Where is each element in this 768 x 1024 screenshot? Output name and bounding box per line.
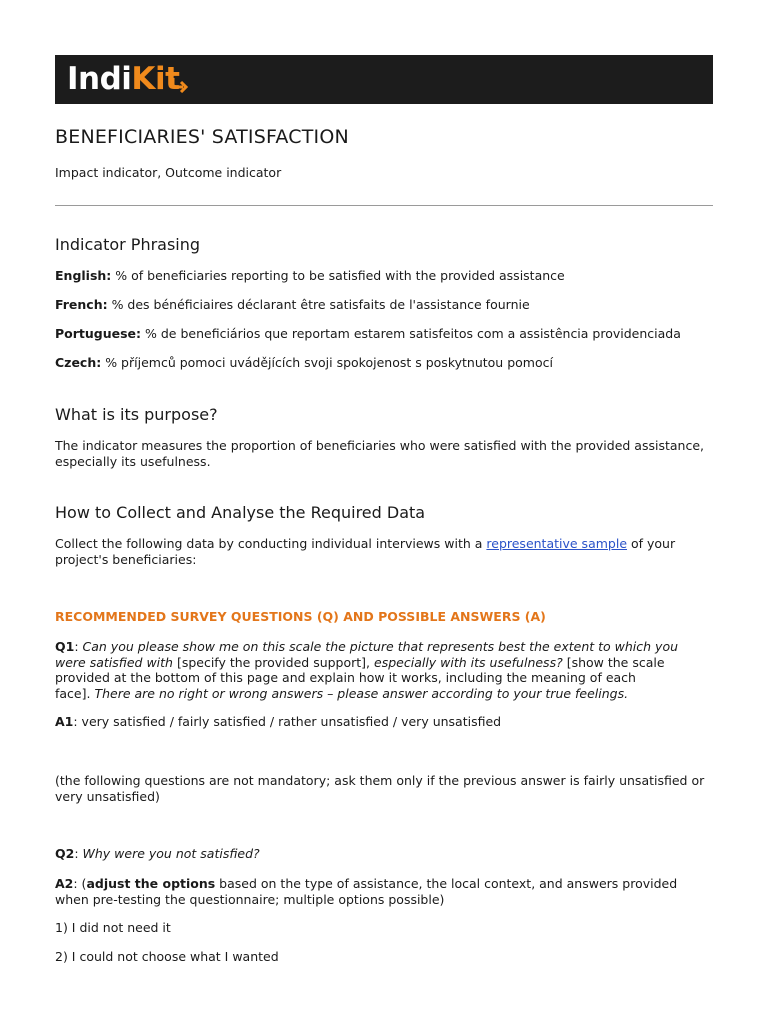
phrasing-heading: Indicator Phrasing [55, 235, 201, 254]
phrasing-english [55, 268, 715, 284]
a1-label: A1 [55, 714, 74, 729]
page-title: BENEFICIARIES' SATISFACTION [55, 126, 349, 148]
answer-option-2: 2) I could not choose what I wanted [55, 949, 279, 964]
lang-label: Portuguese: [55, 326, 142, 341]
note-line: (the following questions are not mandatory; ask them only if the previous answer is fairly unsatisfied or [55, 773, 705, 788]
q2-sep: : [74, 846, 83, 861]
collect-heading: How to Collect and Analyse the Required Data [55, 503, 426, 522]
divider [55, 205, 713, 206]
a2-text: : ( [73, 876, 87, 891]
answer-2 [55, 876, 715, 907]
a2-line [55, 876, 715, 892]
logo-arrow-icon [171, 75, 189, 93]
representative-sample-link[interactable]: representative sample [486, 536, 628, 551]
indicator-type: Impact indicator, Outcome indicator [55, 165, 282, 180]
purpose-text [55, 438, 715, 469]
q1-label: Q1 [55, 639, 75, 654]
a2-text: based on the type of assistance, the local context, and answers provided [215, 876, 678, 891]
q2-label: Q2 [55, 846, 75, 861]
a2-emphasis: adjust the options [86, 876, 216, 891]
q2-text: Why were you not satisfied? [82, 846, 260, 861]
note-line: very unsatisfied) [55, 788, 160, 804]
collect-line [55, 536, 715, 552]
a1-text: : very satisfied / fairly satisfied / rather unsatisfied / very unsatisfied [73, 714, 502, 729]
phrasing-portuguese [55, 326, 715, 342]
q1-text: were satisfied with [55, 654, 173, 670]
q1-line: provided at the bottom of this page and explain how it works, including the meaning of each [55, 670, 636, 685]
lang-label: Czech: [55, 355, 102, 370]
answer-1 [55, 714, 715, 730]
q1-line [55, 655, 715, 671]
q1-text: [show the scale [562, 654, 665, 670]
purpose-line: The indicator measures the proportion of beneficiaries who were satisfied with the provided assistance, [55, 438, 704, 453]
q1-text: face]. [55, 685, 95, 701]
answer-option-1: 1) I did not need it [55, 920, 171, 935]
logo-text-indi: Indi [67, 61, 132, 97]
phrasing-czech [55, 355, 715, 371]
collect-text-post: of your [627, 536, 676, 551]
indikit-logo[interactable] [67, 61, 179, 97]
question-1 [55, 639, 715, 701]
phrasing-text: % příjemců pomoci uvádějících svoji spokojenost s poskytnutou pomocí [101, 355, 553, 370]
q1-text: Can you please show me on this scale the picture that represents best the extent to which you [82, 639, 679, 654]
q1-text: especially with its usefulness? [374, 654, 563, 670]
q1-sep: : [74, 639, 83, 654]
collect-line: project's beneficiaries: [55, 551, 197, 567]
indikit-banner [55, 55, 713, 104]
a2-line: when pre-testing the questionnaire; multiple options possible) [55, 891, 445, 907]
a2-label: A2 [55, 876, 74, 891]
collect-text [55, 536, 715, 567]
collect-text-pre: Collect the following data by conducting individual interviews with a [55, 536, 487, 551]
lang-label: French: [55, 297, 108, 312]
optional-note [55, 773, 715, 804]
phrasing-text: % of beneficiaries reporting to be satisfied with the provided assistance [111, 268, 565, 283]
survey-heading: RECOMMENDED SURVEY QUESTIONS (Q) AND POSSIBLE ANSWERS (A) [55, 609, 546, 624]
q1-line [55, 686, 715, 702]
purpose-line: especially its usefulness. [55, 453, 211, 469]
phrasing-text: % de beneficiários que reportam estarem satisfeitos com a assistência providenciada [141, 326, 681, 341]
lang-label: English: [55, 268, 112, 283]
logo-text-kit: Kit [131, 61, 180, 97]
q1-line [55, 639, 715, 655]
phrasing-text: % des bénéficiaires déclarant être satisfaits de l'assistance fournie [107, 297, 530, 312]
phrasing-french [55, 297, 715, 313]
q1-text: There are no right or wrong answers – please answer according to your true feelings. [94, 685, 629, 701]
purpose-heading: What is its purpose? [55, 405, 218, 424]
question-2 [55, 846, 715, 862]
q1-text: [specify the provided support], [172, 654, 375, 670]
